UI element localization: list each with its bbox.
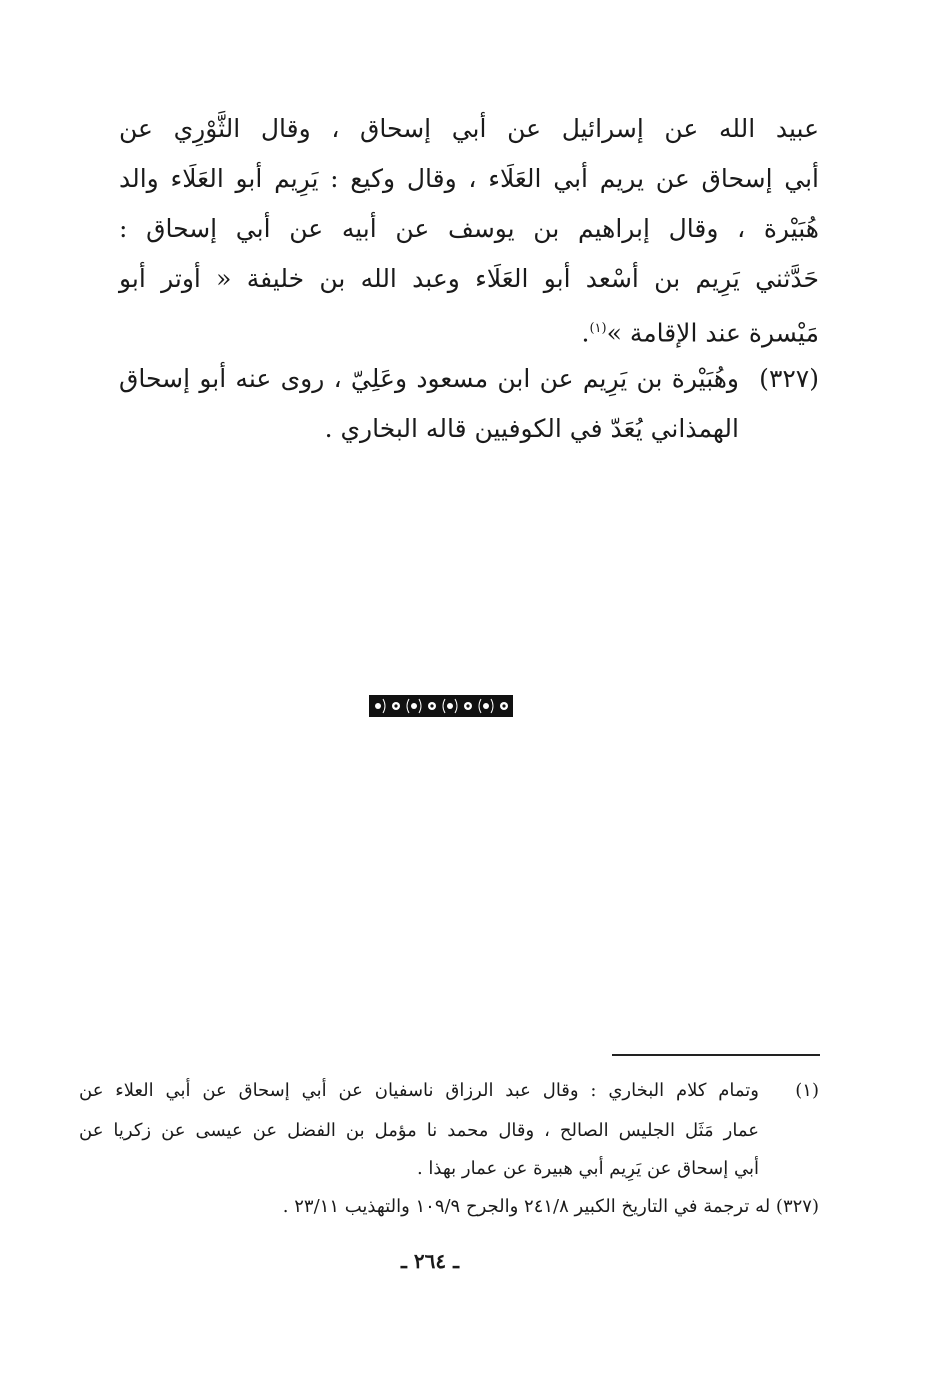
footnote-marker: (١) bbox=[589, 321, 607, 336]
entry-number: (٣٢٧) bbox=[759, 364, 819, 393]
main-text-line-2: أبي إسحاق عن يريم أبي العَلَاء ، وقال وكيع : يَرِيم أبو العَلَاء والد bbox=[119, 164, 819, 193]
end-mark: . bbox=[581, 318, 590, 348]
footnote-1-line-2: عمار مَثَل الجليس الصالح ، وقال محمد نا مؤمل بن الفضل عن عيسى عن زكريا عن bbox=[79, 1120, 759, 1141]
footnote-1-number: (١) bbox=[795, 1080, 819, 1101]
entry-line-1: وهُبَيْرة بن يَرِيم عن ابن مسعود وعَلِيّ ، روى عنه أبو إسحاق bbox=[119, 364, 739, 393]
main-text-line-5 bbox=[119, 312, 819, 350]
footnote-327: (٣٢٧) له ترجمة في التاريخ الكبير ٢٤١/٨ والجرح ١٠٩/٩ والتهذيب ٢٣/١١ . bbox=[282, 1196, 819, 1217]
page-number: ـ ٢٦٤ ـ bbox=[401, 1249, 459, 1273]
main-text-line-3: هُبَيْرة ، وقال إبراهيم بن يوسف عن أبيه عن أبي إسحاق : bbox=[119, 214, 819, 243]
footnote-1-line-3: أبي إسحاق عن يَرِيم أبي هبيرة عن عمار بهذا . bbox=[416, 1158, 759, 1179]
ornament-divider bbox=[369, 695, 513, 717]
main-text-line-4: حَدَّثني يَرِيم بن أسْعد أبو العَلَاء وعبد الله بن خليفة « أوتر أبو bbox=[119, 264, 819, 293]
main-text-line-5-text: مَيْسرة عند الإقامة » bbox=[606, 318, 819, 348]
entry-line-2: الهمذاني يُعَدّ في الكوفيين قاله البخاري . bbox=[324, 414, 739, 443]
footnote-separator bbox=[612, 1054, 820, 1056]
main-text-line-1: عبيد الله عن إسرائيل عن أبي إسحاق ، وقال الثَّوْرِي عن bbox=[119, 114, 819, 143]
footnote-1-line-1: وتمام كلام البخاري : وقال عبد الرزاق ناسفيان عن أبي إسحاق عن أبي العلاء عن bbox=[79, 1080, 759, 1101]
